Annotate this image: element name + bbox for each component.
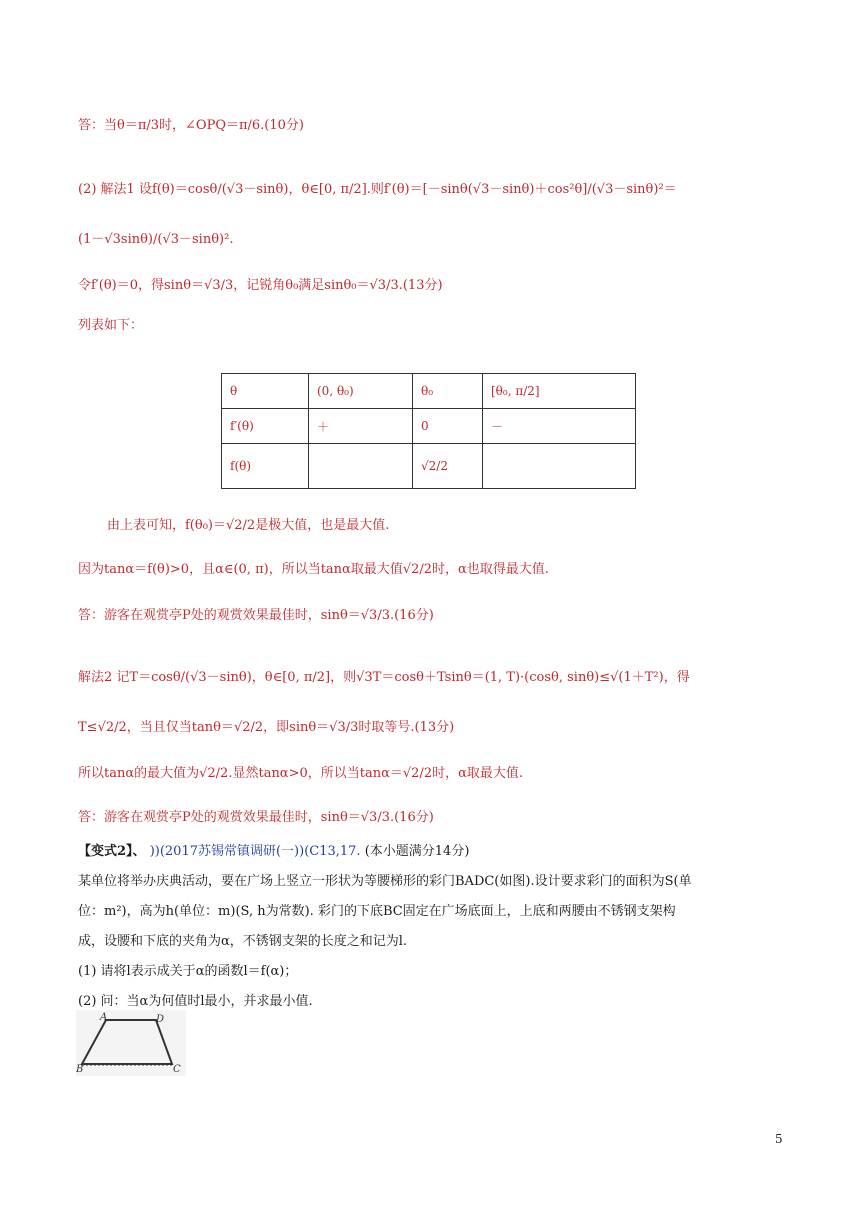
question-1: (1) 请将l表示成关于α的函数l＝f(α)； xyxy=(78,964,298,979)
table-cell xyxy=(483,444,636,489)
table-cell: ＋ xyxy=(309,409,413,444)
derivative-result: (1－√3sinθ)/(√3－sinθ)². xyxy=(78,232,234,247)
table-cell: (0, θ₀) xyxy=(309,374,413,409)
table-cell: θ₀ xyxy=(413,374,483,409)
table-cell xyxy=(309,444,413,489)
inequality-line: T≤√2/2，当且仅当tanθ＝√2/2，即sinθ＝√3/3时取等号.(13分) xyxy=(78,720,455,735)
table-cell: f(θ) xyxy=(222,444,309,489)
table-row xyxy=(222,444,636,489)
answer-line-3: 答：游客在观赏亭P处的观赏效果最佳时，sinθ＝√3/3.(16分) xyxy=(78,810,434,825)
answer-line-1: 答：当θ＝π/3时，∠OPQ＝π/6.(10分) xyxy=(78,118,304,133)
table-cell: 0 xyxy=(413,409,483,444)
label-b: B xyxy=(76,1064,84,1075)
problem-line-2: 位：m²)，高为h(单位：m)(S, h为常数). 彩门的下底BC固定在广场底面上，上底和两腰由不锈钢支架构 xyxy=(78,904,676,919)
source-reference: ))(2017苏锡常镇调研(一))(C13,17. xyxy=(149,844,361,859)
conclusion-line: 由上表可知，f(θ₀)＝√2/2是极大值，也是最大值. xyxy=(107,518,390,533)
table-intro: 列表如下： xyxy=(78,318,144,333)
question-2: (2) 问：当α为何值时l最小，并求最小值. xyxy=(78,994,313,1009)
solution-1-line: (2) 解法1 设f(θ)＝cosθ/(√3－sinθ)，θ∈[0, π/2].则f′(θ)＝[－sinθ(√3－sinθ)＋cos²θ]/(√3－sinθ)²＝ xyxy=(78,182,677,197)
problem-line-1: 某单位将举办庆典活动，要在广场上竖立一形状为等腰梯形的彩门BADC(如图).设计要求彩门的面积为S(单 xyxy=(78,874,692,889)
table-cell: θ xyxy=(222,374,309,409)
table-cell: [θ₀, π/2] xyxy=(483,374,636,409)
answer-line-2: 答：游客在观赏亭P处的观赏效果最佳时，sinθ＝√3/3.(16分) xyxy=(78,608,434,623)
problem-line-3: 成，设腰和下底的夹角为α，不锈钢支架的长度之和记为l. xyxy=(78,934,408,949)
table-row xyxy=(222,409,636,444)
table-cell: √2/2 xyxy=(413,444,483,489)
label-d: D xyxy=(156,1014,165,1025)
variant-label: 【变式2】、 xyxy=(78,844,146,859)
max-value-line: 所以tanα的最大值为√2/2.显然tanα>0，所以当tanα＝√2/2时，α取最大值. xyxy=(78,766,523,781)
variation-table xyxy=(221,373,636,489)
solution-2-line: 解法2 记T＝cosθ/(√3－sinθ)，θ∈[0, π/2]，则√3T＝cosθ＋Tsinθ＝(1, T)·(cosθ, sinθ)≤√(1＋T²)，得 xyxy=(78,670,690,685)
table-cell: f′(θ) xyxy=(222,409,309,444)
table-cell: － xyxy=(483,409,636,444)
label-a: A xyxy=(100,1012,108,1023)
score-note: (本小题满分14分) xyxy=(364,844,470,859)
page-number: 5 xyxy=(775,1132,783,1146)
critical-point-line: 令f′(θ)＝0，得sinθ＝√3/3，记锐角θ₀满足sinθ₀＝√3/3.(13分) xyxy=(78,278,443,293)
reason-line: 因为tanα＝f(θ)>0，且α∈(0, π)，所以当tanα取最大值√2/2时，α也取得最大值. xyxy=(78,562,549,577)
table-row xyxy=(222,374,636,409)
label-c: C xyxy=(173,1064,181,1075)
variant-heading xyxy=(78,840,469,859)
trapezoid-figure xyxy=(76,1010,186,1080)
